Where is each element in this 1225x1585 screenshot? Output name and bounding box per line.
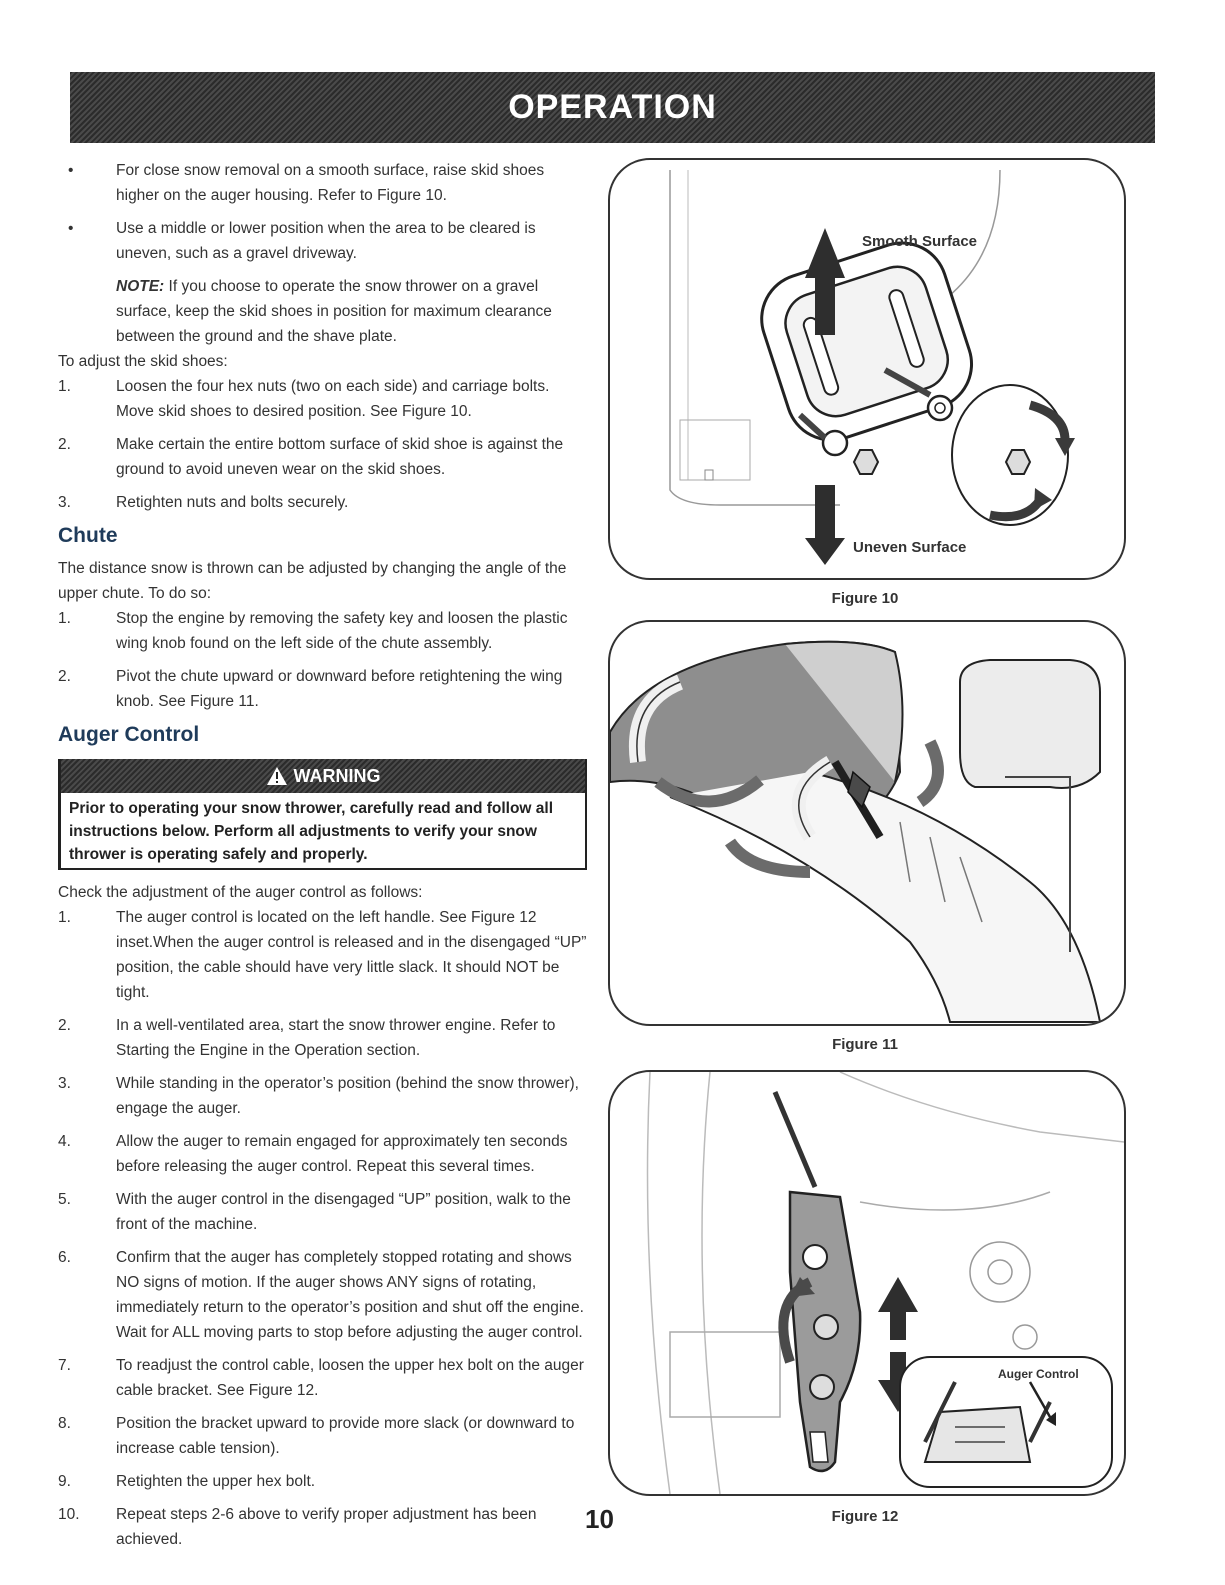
page-header-bar [70,72,1155,143]
step-number: 1. [58,909,71,926]
page-number: 10 [585,1504,614,1534]
warning-text: Prior to operating your snow thrower, carefully read and follow all instructions below. Perform all adjustments to verify your snow thrower is operating safely and properly. [69,800,554,863]
page-title: OPERATION [508,88,717,126]
step-text: Position the bracket upward to provide more slack (or downward to increase cable tension). [116,1415,575,1457]
step-number: 1. [58,378,71,395]
skid-shoe-illustration [610,160,1124,578]
list-item [58,1353,588,1403]
list-item [58,1411,588,1461]
bullet-mark: • [68,220,74,237]
step-text: Pivot the chute upward or downward before retightening the wing knob. See Figure 11. [116,668,563,710]
step-number: 6. [58,1249,71,1266]
list-item [58,1245,588,1345]
step-number: 9. [58,1473,71,1490]
list-item [58,606,588,656]
list-item [58,490,588,515]
note-paragraph [58,274,588,349]
step-number: 8. [58,1415,71,1432]
step-text: To readjust the control cable, loosen the upper hex bolt on the auger cable bracket. See Figure 12. [116,1357,584,1399]
step-text: Retighten nuts and bolts securely. [116,494,349,511]
note-text: If you choose to operate the snow thrower on a gravel surface, keep the skid shoes in position for maximum clearance between the ground and the shave plate. [116,278,552,345]
step-number: 5. [58,1191,71,1208]
chute-intro: The distance snow is thrown can be adjusted by changing the angle of the upper chute. To do so: [58,560,567,602]
list-item [58,1469,588,1494]
step-number: 7. [58,1357,71,1374]
list-item [58,905,588,1005]
step-text: With the auger control in the disengaged “UP” position, walk to the front of the machine. [116,1191,571,1233]
bullet-mark: • [68,162,74,179]
main-text-column [58,158,588,1560]
list-item [58,1129,588,1179]
step-number: 3. [58,494,71,511]
step-text: Retighten the upper hex bolt. [116,1473,316,1490]
chute-illustration [610,622,1124,1024]
bullet-text: For close snow removal on a smooth surface, raise skid shoes higher on the auger housing. Refer to Figure 10. [116,162,545,204]
step-text: In a well-ventilated area, start the snow thrower engine. Refer to Starting the Engine in the Operation section. [116,1017,556,1059]
warning-triangle-icon [266,766,288,786]
warning-title: WARNING [293,765,381,786]
bullet-text: Use a middle or lower position when the area to be cleared is uneven, such as a gravel driveway. [116,220,536,262]
figure-11-caption: Figure 11 [832,1036,898,1053]
list-item [58,216,588,266]
figure-12-caption: Figure 12 [831,1508,899,1525]
smooth-surface-label: Smooth Surface [862,233,978,250]
step-number: 3. [58,1075,71,1092]
figure-11-panel [608,620,1126,1026]
skid-shoe [750,231,983,451]
list-item [58,432,588,482]
step-text: Repeat steps 2-6 above to verify proper adjustment has been achieved. [116,1506,537,1548]
step-text: Allow the auger to remain engaged for approximately ten seconds before releasing the auger control. Repeat this several times. [116,1133,568,1175]
uneven-surface-label: Uneven Surface [853,539,967,556]
list-item [58,1013,588,1063]
step-text: Confirm that the auger has completely stopped rotating and shows NO signs of motion. If the auger shows ANY signs of rotating, immediately return to the operator’s position and shut off the engine. Wait for ALL moving parts to stop before adjusting the auger control. [116,1249,584,1341]
auger-control-illustration [610,1072,1124,1494]
step-text: Stop the engine by removing the safety key and loosen the plastic wing knob found on the left side of the chute assembly. [116,610,568,652]
figure-10-caption: Figure 10 [831,590,899,607]
step-text: The auger control is located on the left handle. See Figure 12 inset.When the auger control is released and in the disengaged “UP” position, the cable should have very little slack. It should NOT be tight. [116,909,587,1001]
figure-10-panel [608,158,1126,580]
step-number: 4. [58,1133,71,1150]
list-item [58,1502,588,1552]
step-number: 2. [58,436,71,453]
auger-heading: Auger Control [58,723,200,746]
step-text: Loosen the four hex nuts (two on each side) and carriage bolts. Move skid shoes to desired position. See Figure 10. [116,378,550,420]
warning-header [61,759,585,793]
chute-heading: Chute [58,524,118,547]
step-number: 2. [58,1017,71,1034]
list-item [58,1187,588,1237]
auger-control-label: Auger Control [998,1367,1079,1381]
figure-12-panel [608,1070,1126,1496]
note-label: NOTE: [116,278,165,295]
list-item [58,664,588,714]
step-text: Make certain the entire bottom surface of skid shoe is against the ground to avoid uneven wear on the skid shoes. [116,436,564,478]
step-number: 2. [58,668,71,685]
list-item [58,158,588,208]
step-text: While standing in the operator’s position (behind the snow thrower), engage the auger. [116,1075,579,1117]
warning-box [58,759,587,870]
auger-intro: Check the adjustment of the auger control as follows: [58,884,423,901]
step-number: 1. [58,610,71,627]
list-item [58,1071,588,1121]
step-number: 10. [58,1506,80,1523]
skid-intro: To adjust the skid shoes: [58,353,228,370]
list-item [58,374,588,424]
